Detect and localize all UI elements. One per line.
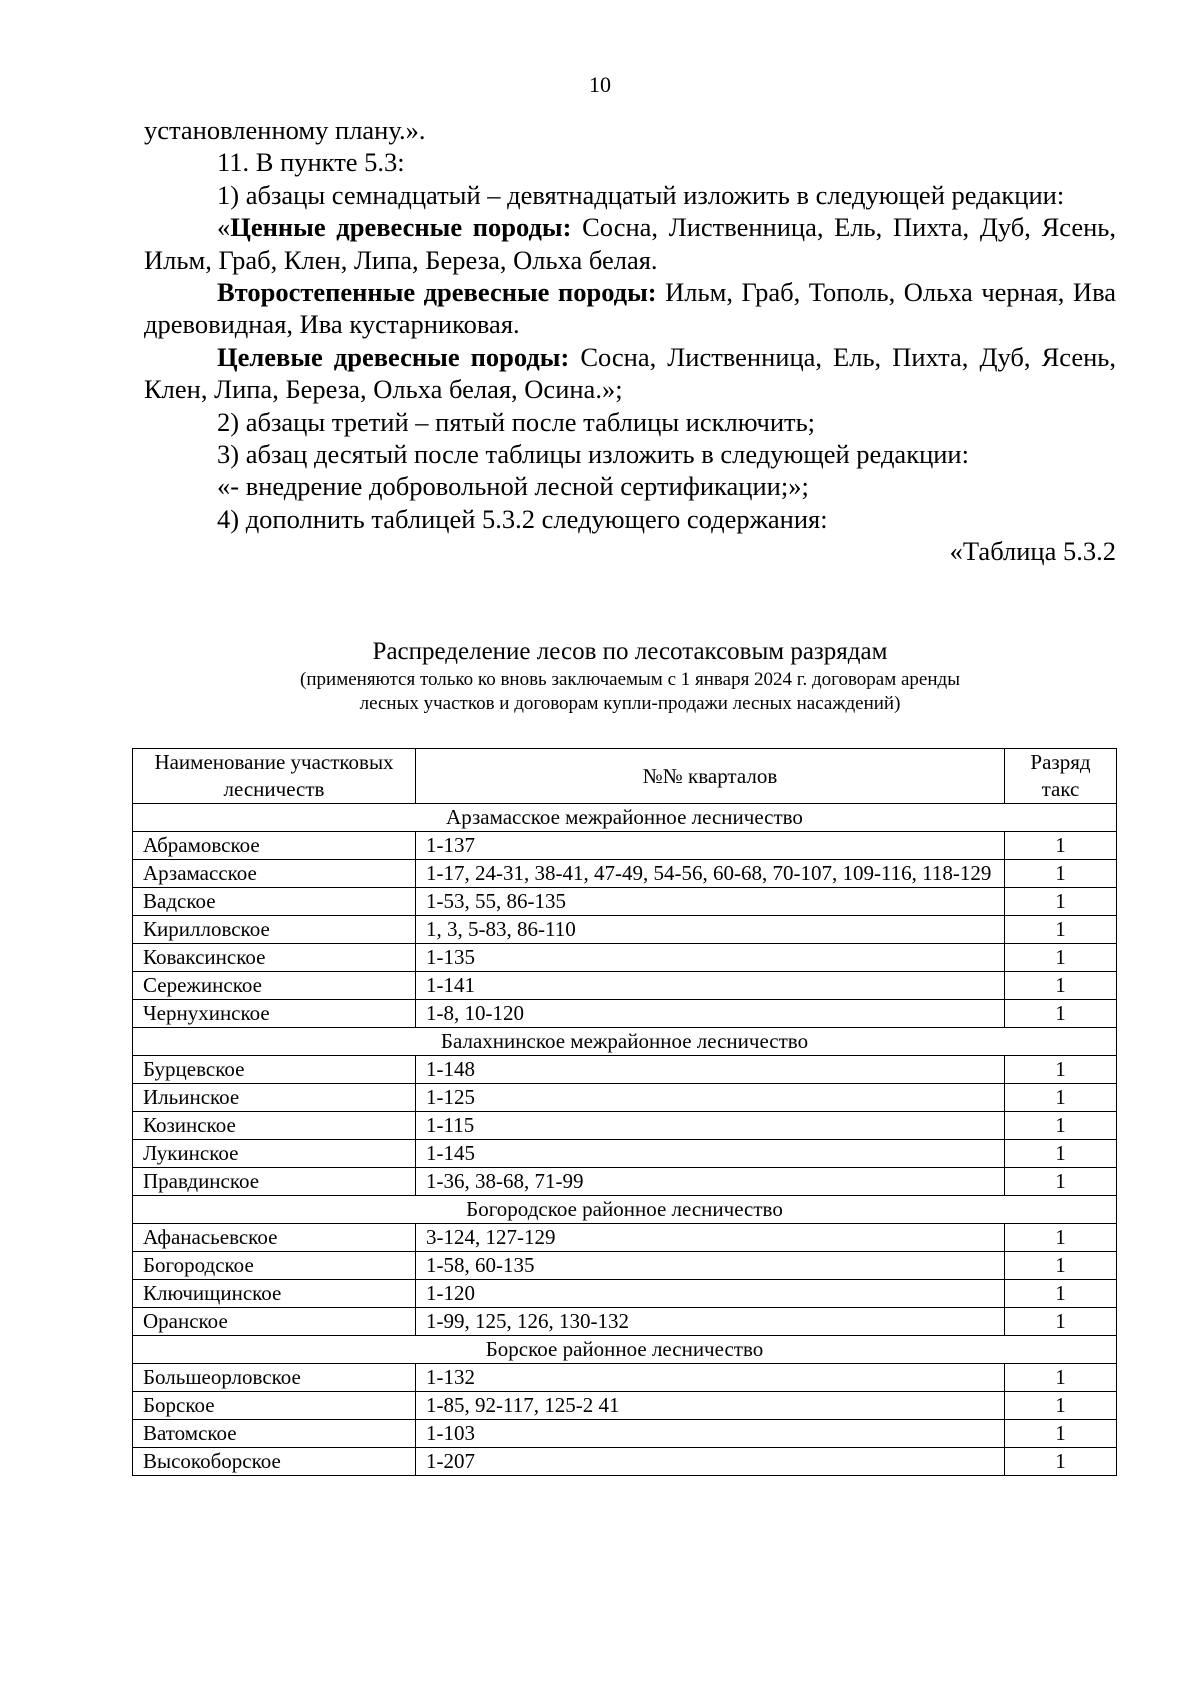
- table-group-row: [133, 1336, 1117, 1364]
- paragraph: 11. В пункте 5.3:: [217, 147, 405, 178]
- quarters-cell: 1-137: [416, 832, 1005, 860]
- table-row: [133, 944, 1117, 972]
- paragraph-target-species: [144, 341, 1116, 406]
- table-row: [133, 1392, 1117, 1420]
- district-name-cell: Правдинское: [133, 1168, 416, 1196]
- paragraph-secondary-species: [144, 276, 1116, 341]
- quarters-cell: 1-53, 55, 86-135: [416, 888, 1005, 916]
- district-name-cell: Борское: [133, 1392, 416, 1420]
- table-row: [133, 1280, 1117, 1308]
- paragraph-text: Ильм, Граб, Тополь, Ольха черная, Ива древовидная, Ива кустарниковая.: [144, 277, 1116, 340]
- table-row: [133, 1364, 1117, 1392]
- district-name-cell: Афанасьевское: [133, 1224, 416, 1252]
- table-caption: [144, 636, 1116, 716]
- rank-cell: 1: [1005, 1224, 1117, 1252]
- paragraph: 1) абзацы семнадцатый – девятнадцатый изложить в следующей редакции:: [217, 179, 1065, 210]
- group-title: Богородское районное лесничество: [133, 1196, 1117, 1224]
- quarters-cell: 1-58, 60-135: [416, 1252, 1005, 1280]
- quarters-cell: 1, 3, 5-83, 86-110: [416, 916, 1005, 944]
- rank-cell: 1: [1005, 1448, 1117, 1476]
- forest-distribution-table: [132, 748, 1117, 1476]
- table-row: [133, 1056, 1117, 1084]
- rank-cell: 1: [1005, 860, 1117, 888]
- rank-cell: 1: [1005, 1000, 1117, 1028]
- district-name-cell: Ключищинское: [133, 1280, 416, 1308]
- district-name-cell: Большеорловское: [133, 1364, 416, 1392]
- table-row: [133, 1000, 1117, 1028]
- table-header-row: [133, 749, 1117, 804]
- header-rank: Разряд такс: [1005, 749, 1117, 804]
- rank-cell: 1: [1005, 1392, 1117, 1420]
- group-title: Балахнинское межрайонное лесничество: [133, 1028, 1117, 1056]
- paragraph-text: Сосна, Лиственница, Ель, Пихта, Дуб, Ясень, Клен, Липа, Береза, Ольха белая, Осина.»;: [144, 341, 1116, 405]
- paragraph: установленному плану.».: [144, 115, 426, 145]
- group-title: Арзамасское межрайонное лесничество: [133, 804, 1117, 832]
- rank-cell: 1: [1005, 916, 1117, 944]
- quarters-cell: 1-207: [416, 1448, 1005, 1476]
- rank-cell: 1: [1005, 832, 1117, 860]
- quarters-cell: 1-145: [416, 1140, 1005, 1168]
- paragraph-valuable-species: [144, 211, 1116, 276]
- table-row: [133, 832, 1117, 860]
- quarters-cell: 3-124, 127-129: [416, 1224, 1005, 1252]
- district-name-cell: Лукинское: [133, 1140, 416, 1168]
- rank-cell: 1: [1005, 1140, 1117, 1168]
- bold-term: Второстепенные древесные породы:: [217, 277, 657, 308]
- district-name-cell: Арзамасское: [133, 860, 416, 888]
- district-name-cell: Бурцевское: [133, 1056, 416, 1084]
- quarters-cell: 1-135: [416, 944, 1005, 972]
- district-name-cell: Вадское: [133, 888, 416, 916]
- rank-cell: 1: [1005, 1252, 1117, 1280]
- rank-cell: 1: [1005, 944, 1117, 972]
- district-name-cell: Высокоборское: [133, 1448, 416, 1476]
- district-name-cell: Кирилловское: [133, 916, 416, 944]
- district-name-cell: Коваксинское: [133, 944, 416, 972]
- quarters-cell: 1-115: [416, 1112, 1005, 1140]
- bold-term: Ценные древесные породы:: [230, 212, 572, 243]
- header-district: Наименование участковых лесничеств: [133, 749, 416, 804]
- table-row: [133, 1252, 1117, 1280]
- quarters-cell: 1-125: [416, 1084, 1005, 1112]
- table-row: [133, 1084, 1117, 1112]
- rank-cell: 1: [1005, 972, 1117, 1000]
- quarters-cell: 1-85, 92-117, 125-2 41: [416, 1392, 1005, 1420]
- table-body: [133, 804, 1117, 1476]
- table-row: [133, 888, 1117, 916]
- table-row: [133, 1168, 1117, 1196]
- rank-cell: 1: [1005, 1084, 1117, 1112]
- table-row: [133, 1112, 1117, 1140]
- table-subtitle: (применяются только ко вновь заключаемым с 1 января 2024 г. договорам аренды лесных участков и договорам купли-продажи лесных насаждений): [300, 669, 960, 714]
- table-group-row: [133, 1196, 1117, 1224]
- rank-cell: 1: [1005, 1308, 1117, 1336]
- district-name-cell: Козинское: [133, 1112, 416, 1140]
- district-name-cell: Ватомское: [133, 1420, 416, 1448]
- quarters-cell: 1-120: [416, 1280, 1005, 1308]
- table-row: [133, 1308, 1117, 1336]
- table-row: [133, 860, 1117, 888]
- rank-cell: 1: [1005, 1280, 1117, 1308]
- table-row: [133, 972, 1117, 1000]
- table-group-row: [133, 804, 1117, 832]
- quarters-cell: 1-8, 10-120: [416, 1000, 1005, 1028]
- table-row: [133, 916, 1117, 944]
- quarters-cell: 1-132: [416, 1364, 1005, 1392]
- document-body: [144, 114, 1116, 568]
- quarters-cell: 1-17, 24-31, 38-41, 47-49, 54-56, 60-68, 70-107, 109-116, 118-129: [416, 860, 1005, 888]
- rank-cell: 1: [1005, 1056, 1117, 1084]
- table-title: Распределение лесов по лесотаксовым разрядам: [372, 638, 888, 665]
- paragraph: 2) абзацы третий – пятый после таблицы исключить;: [217, 406, 816, 437]
- quarters-cell: 1-99, 125, 126, 130-132: [416, 1308, 1005, 1336]
- quote-mark: «: [217, 212, 231, 243]
- district-name-cell: Сережинское: [133, 972, 416, 1000]
- paragraph: «- внедрение добровольной лесной сертификации;»;: [217, 471, 809, 502]
- rank-cell: 1: [1005, 1420, 1117, 1448]
- district-name-cell: Ильинское: [133, 1084, 416, 1112]
- header-quarters: №№ кварталов: [416, 749, 1005, 804]
- district-name-cell: Оранское: [133, 1308, 416, 1336]
- group-title: Борское районное лесничество: [133, 1336, 1117, 1364]
- district-name-cell: Богородское: [133, 1252, 416, 1280]
- rank-cell: 1: [1005, 888, 1117, 916]
- table-group-row: [133, 1028, 1117, 1056]
- district-name-cell: Абрамовское: [133, 832, 416, 860]
- table-reference: «Таблица 5.3.2: [949, 536, 1116, 567]
- quarters-cell: 1-148: [416, 1056, 1005, 1084]
- paragraph: 3) абзац десятый после таблицы изложить в следующей редакции:: [217, 439, 969, 470]
- bold-term: Целевые древесные породы:: [217, 341, 570, 372]
- paragraph: 4) дополнить таблицей 5.3.2 следующего содержания:: [217, 503, 828, 534]
- table-row: [133, 1448, 1117, 1476]
- table-row: [133, 1420, 1117, 1448]
- table-row: [133, 1224, 1117, 1252]
- page-number: 10: [589, 72, 611, 97]
- quarters-cell: 1-141: [416, 972, 1005, 1000]
- rank-cell: 1: [1005, 1364, 1117, 1392]
- paragraph-text: Сосна, Лиственница, Ель, Пихта, Дуб, Ясень, Ильм, Граб, Клен, Липа, Береза, Ольха белая.: [144, 212, 1117, 275]
- rank-cell: 1: [1005, 1168, 1117, 1196]
- quarters-cell: 1-36, 38-68, 71-99: [416, 1168, 1005, 1196]
- district-name-cell: Чернухинское: [133, 1000, 416, 1028]
- rank-cell: 1: [1005, 1112, 1117, 1140]
- table-row: [133, 1140, 1117, 1168]
- quarters-cell: 1-103: [416, 1420, 1005, 1448]
